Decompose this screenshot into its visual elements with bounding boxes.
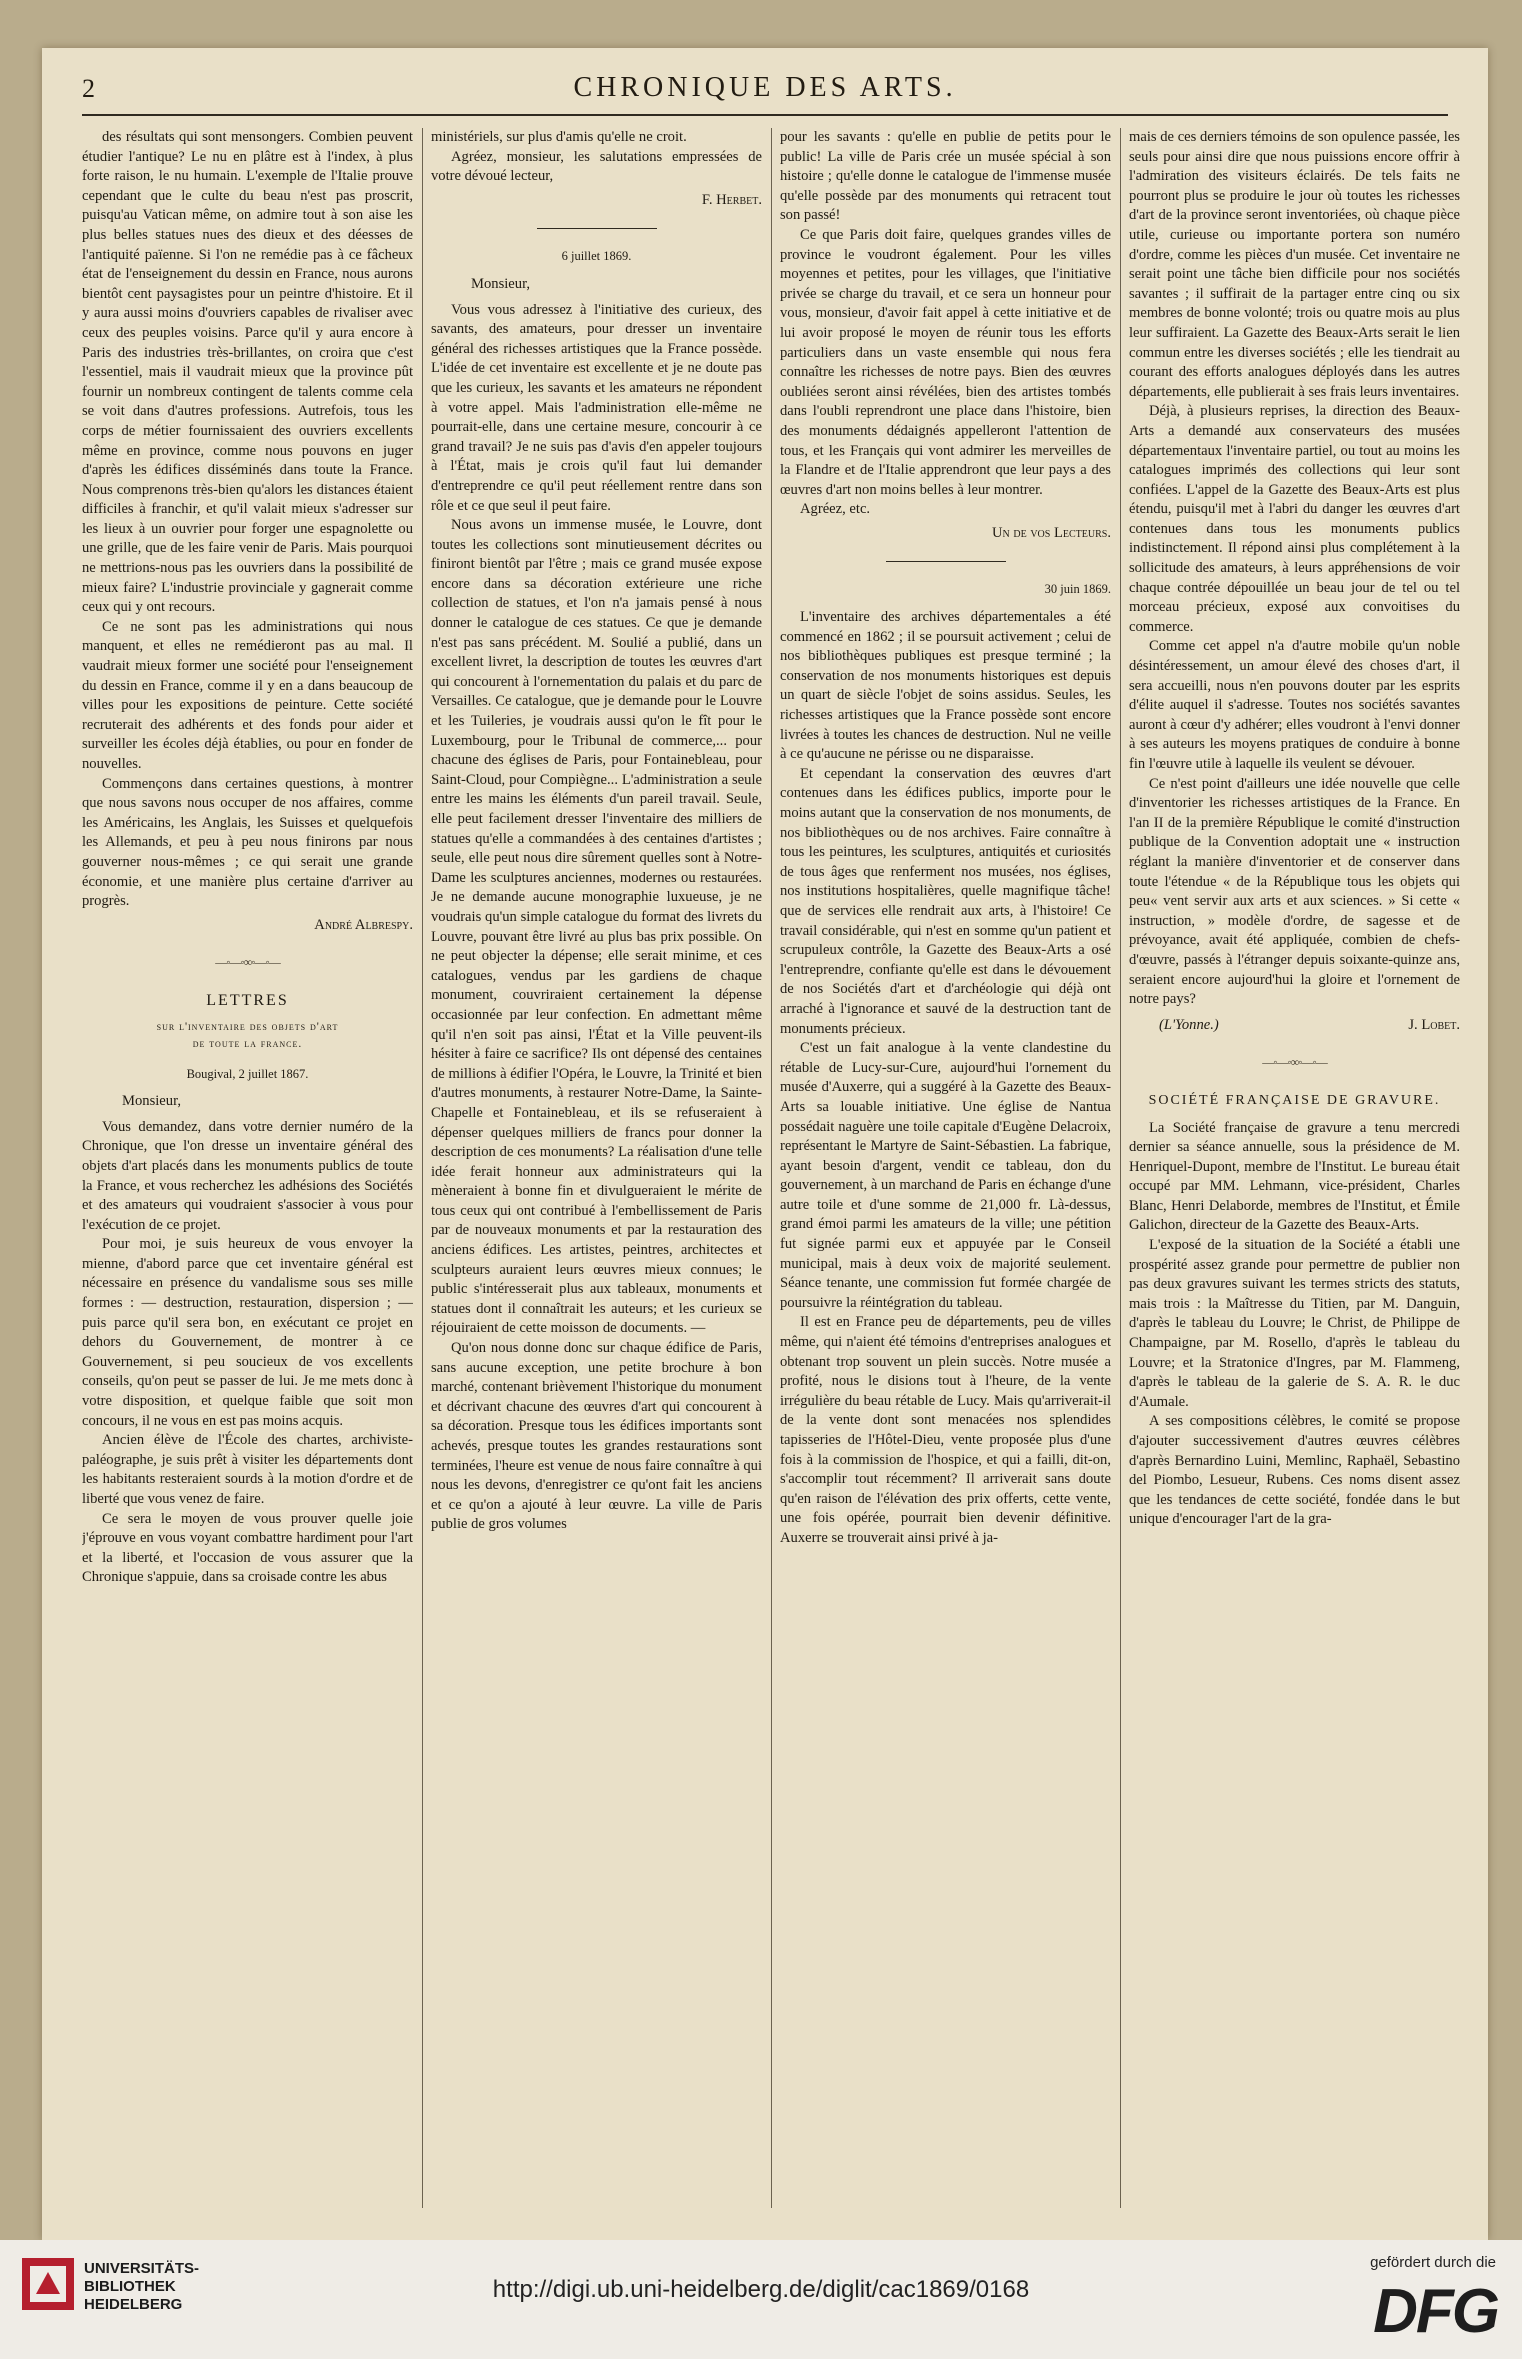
paragraph: Agréez, monsieur, les salutations empressées de votre dévoué lecteur, <box>431 148 762 185</box>
section-subtitle: de toute la france. <box>192 1037 303 1050</box>
funding-caption: gefördert durch die <box>1370 2254 1496 2271</box>
signature-albrespy: André Albrespy. <box>314 916 413 933</box>
paragraph: pour les savants : qu'elle en publie de petits pour le public! La ville de Paris crée un musée spécial à son histoire ; qu'elle donne le catalogue de l'immense musée qu'elle possède par des monuments qui retracent tout son passé! <box>780 129 1111 224</box>
page-title: CHRONIQUE DES ARTS. <box>573 72 957 103</box>
ornament-divider: —◦—◦∞◦—◦— <box>215 955 280 970</box>
paragraph: Qu'on nous donne donc sur chaque édifice de Paris, sans aucune exception, une petite brochure à bon marché, contenant brièvement l'historique du monument et décrivant chacune des œuvres d'art qui concourent à sa décoration. Presque tous les édifices importants sont achevés, presque toutes les grandes restaurations sont terminées, l'heure est venue de nous faire connaître à qui nous les devons, d'enregistrer ce qu'ont fait les anciens et ce qu'on a ajouté à leur œuvre. La ville de Paris publie de gros volumes <box>431 1340 762 1533</box>
column-rule <box>771 128 772 2208</box>
viewer-footer <box>0 2240 1522 2359</box>
permalink-url[interactable]: http://digi.ub.uni-heidelberg.de/diglit/cac1869/0168 <box>492 2276 1030 2303</box>
ornament-divider: —◦—◦∞◦—◦— <box>1262 1055 1327 1070</box>
paragraph: La Société française de gravure a tenu mercredi dernier sa séance annuelle, sous la présidence de M. Henriquel-Dupont, membre de l'Institut. Le bureau était occupé par MM. Lehmann, vice-président, Charles Blanc, Henri Delaborde, membres de l'Institut, et Émile Galichon, directeur de la Gazette des Beaux-Arts. <box>1129 1119 1460 1234</box>
paragraph: Comme cet appel n'a d'autre mobile qu'un noble désintéressement, un amour élevé des choses d'art, il sera accueilli, nous n'en pouvons douter par les esprits d'élite auquel il s'adresse. Toutes nos sociétés savantes auront à cœur d'y adhérer; elles voudront à l'envi donner à ses auteurs les moyens pratiques de conduire à bonne fin l'œuvre utile à laquelle ils veulent se dévouer. <box>1129 638 1460 772</box>
letter-date: 30 juin 1869. <box>1044 582 1111 597</box>
section-title-lettres: LETTRES <box>206 991 289 1009</box>
paragraph: Vous demandez, dans votre dernier numéro de la Chronique, que l'on dresse un inventaire général des objets d'art placés dans les monuments publics de toute la France, et vous recherchez les adhésions des Sociétés et des amateurs qui voudraient s'associer à vous pour l'exécution de ce projet. <box>82 1118 413 1233</box>
paragraph: L'exposé de la situation de la Société a établi une prospérité assez grande pour permettre de publier non pas deux gravures suivant les termes stricts des statuts, mais trois : la Maîtresse du Titien, par M. Danguin, d'après le tableau du Louvre; le Christ, de Philippe de Champaigne, par M. Rosello, d'après le tableau du Louvre; et la Stratonice d'Ingres, par M. Flammeng, d'après le tableau de la galerie de S. A. R. le duc d'Aumale. <box>1129 1237 1460 1410</box>
paragraph: Ce que Paris doit faire, quelques grandes villes de province le voudront également. Pour les villes moyennes et petites, pour les villages, que l'initiative privée se charge du travail, et ce sera un honneur pour vous, monsieur, d'avoir fait appel à cette initiative et de lui avoir proposé le moyen de réunir tous les efforts particuliers dans un vaste ensemble qui nous fera connaître les richesses de notre pays. Bien des œuvres oubliées seront ainsi révélées, bien des artistes tombés dans l'oubli reprendront une place dans l'histoire, bien des monuments dédaignés appelleront l'attention de tous, et les Français qui vont admirer les merveilles de la Flandre et de l'Italie apprendront que leur pays a des œuvres d'art non moins belles à leur montrer. <box>780 226 1111 498</box>
logo-line: HEIDELBERG <box>84 2296 183 2313</box>
paragraph: Pour moi, je suis heureux de vous envoyer la mienne, d'abord parce que cet inventaire général est nécessaire en présence du vandalisme sous ses mille formes : — destruction, restauration, dispersion ; — puis parce qu'il sera bon, en exécutant ce projet en dehors du Gouvernement, de montrer à ce Gouvernement, si peu soucieux de vos excellents conseils, qu'on peut se passer de lui. Je me mets donc à votre disposition, et quelque faible que soit mon concours, il ne vous en est pas moins acquis. <box>82 1236 413 1429</box>
paragraph: Nous avons un immense musée, le Louvre, dont toutes les collections sont minutieusement décrites ou finiront bientôt par l'être ; mais ce grand musée expose encore dans sa décoration extérieure une riche collection de statues, et l'on n'a jamais pensé à nous donner le catalogue de ces statues. Ce que je demande n'est pas sans précédent. M. Soulié a publié, dans un excellent livret, la description de toutes les œuvres d'art qui concourent à l'ornementation du palais et du parc de Versailles. Ce catalogue, que je demande pour le Louvre et les Tuileries, je voudrais aussi qu'on le fît pour le Luxembourg, pour le Tribunal de commerce,... pour chacune des églises de Paris, pour Fontainebleau, pour Saint-Cloud, pour Compiègne... L'administration a seule entre les mains les éléments d'un pareil travail. Seule, elle peut facilement dresser l'inventaire des milliers de statues qu'elle a commandées à des centaines d'artistes ; seule, elle peut nous dire sûrement quelles sont à Notre-Dame les sculptures anciennes, modernes ou restaurées. Je ne demande aucune monographie luxueuse, je ne voudrais qu'un simple catalogue du format des livrets du Louvre, pouvant être livré au plus bas prix possible. On ne peut objecter la dépense; elle serait minime, et ces catalogues, vendus par les gardiens de chaque monument, couvriraient certainement la dépense occasionnée par leur confection. En admettant même qu'il n'en soit pas ainsi, l'État et la Ville peuvent-ils hésiter à faire ce sacrifice? Ils ont dépensé des centaines de millions à édifier l'Opéra, le Louvre, la Trinité et bien d'autres monuments, à restaurer Notre-Dame, la Sainte-Chapelle et Fontainebleau, et ils se refuseraient à dépenser quelques milliers de francs pour donner la description de ces monuments? La réalisation d'une telle idée ferait honneur aux administrateurs qui la mèneraient à bonne fin et divulgueraient le mérite de tous ceux qui ont contribué à l'embellissement de Paris par de nouveaux monuments et par la restauration des anciens édifices. Les artistes, peintres, architectes et sculpteurs auraient leurs œuvres mieux connues; le public s'intéresserait plus aux tableaux, monuments et statues dont il connaîtrait les auteurs; et les curieux se réjouiraient de cette moisson de documents. — <box>431 517 762 1337</box>
paragraph: Ce sera le moyen de vous prouver quelle joie j'éprouve en vous voyant combattre hardiment pour l'art et la liberté, et l'occasion de vous assurer que la Chronique s'appuie, dans sa croisade contre les abus <box>82 1510 413 1586</box>
section-subtitle: sur l'inventaire des objets d'art <box>156 1020 339 1033</box>
salutation: Monsieur, <box>122 1093 182 1110</box>
paragraph: mais de ces derniers témoins de son opulence passée, les seuls pour ainsi dire que nous puissions encore offrir à l'admiration des visiteurs éclairés. De tels faits ne pourront plus se produire le jour où toutes les richesses d'art de la province seront inventoriées, où chaque pièce utile, curieuse ou importante portera son numéro d'ordre, comme les pièces d'un musée. Cet inventaire ne serait point une tâche bien difficile pour nos sociétés savantes ; il suffirait de la partager entre cinq ou six membres de bonne volonté; trois ou quatre mois au plus leur suffiraient. La Gazette des Beaux-Arts serait le lien commun entre les diverses sociétés ; elle les tiendrait au courant des efforts analogues déployés dans les autres départements, elle publierait à ses frais leurs inventaires. <box>1129 129 1460 400</box>
paragraph: A ses compositions célèbres, le comité se propose d'ajouter successivement d'autres œuvres célèbres d'après Bernardino Luini, Memlinc, Raphaël, Sebastino del Piombo, Lesueur, Rubens. Ces noms disent assez que les tendances de cette société, fondée dans le but unique d'encourager l'art de la gra- <box>1129 1413 1460 1528</box>
paragraph: Déjà, à plusieurs reprises, la direction des Beaux-Arts a demandé aux conservateurs des musées départementaux l'inventaire partiel, ou tout au moins les catalogues imprimés des collections qui leur sont confiées. L'appel de la Gazette des Beaux-Arts est plus étendu, puisqu'il met à l'abri du danger les œuvres d'art contenues dans tous les monuments publics indistinctement. Il répond ainsi plus complétement à la sollicitude des amateurs, à leurs appréhensions de voir chaque contrée dépouillée un beau jour de tel ou tel morceau précieux, exposé aux convoitises du commerce. <box>1129 403 1460 635</box>
signature-herbet: F. Herbet. <box>701 191 762 208</box>
paragraph: L'inventaire des archives départementales a été commencé en 1862 ; il se poursuit activement ; celui de nos bibliothèques publiques est presque terminé ; la conservation de nos monuments historiques est depuis un quart de siècle l'objet de soins assidus. Seules, les richesses artistiques que la France possède sont encore livrées à toutes les chances de destruction. Nul ne veille à ce qu'aucune ne périsse ou ne disparaisse. <box>780 609 1111 763</box>
letter-date: Bougival, 2 juillet 1867. <box>186 1066 309 1081</box>
column-2 <box>431 128 762 2208</box>
newspaper-page <box>42 48 1488 2240</box>
letter-date: 6 juillet 1869. <box>561 249 632 264</box>
column-1 <box>82 128 413 2208</box>
section-title-gravure: SOCIÉTÉ FRANÇAISE DE GRAVURE. <box>1148 1092 1441 1108</box>
signature-lobet <box>1159 1016 1460 1036</box>
signature-name: J. Lobet. <box>1408 1016 1460 1033</box>
page-number: 2 <box>82 74 95 103</box>
paragraph: C'est un fait analogue à la vente clandestine du rétable de Lucy-sur-Cure, aujourd'hui l'ornement du musée d'Auxerre, qui a suggéré à la Gazette des Beaux-Arts sa louable initiative. Une église de Nantua possédait naguère une toile capitale d'Eugène Delacroix, représentant le Martyre de Saint-Sébastien. La fabrique, ayant besoin d'argent, vendit ce tableau, don du gouvernement, à un marchand de Paris en échange d'une autre toile et d'une somme de 21,000 fr. Là-dessus, grand émoi parmi les amateurs de la ville; une pétition fut signée parmi eux et appuyée par le Conseil municipal, mais à deux voix de majorité seulement. Séance tenante, une commission fut formée chargée de poursuivre la réintégration du tableau. <box>780 1040 1111 1311</box>
column-3 <box>780 128 1111 2208</box>
column-rule <box>422 128 423 2208</box>
signature-lecteurs: Un de vos Lecteurs. <box>991 524 1111 541</box>
paragraph: Ce n'est point d'ailleurs une idée nouvelle que celle d'inventorier les richesses artistiques de la France. En l'an II de la première République le comité d'instruction publique de la Convention adoptait une « instruction réglant la manière d'inventorier et de conserver dans toute l'étendue « de la République tous les objets qui peu« vent servir aux arts et aux sciences. » Si cette « instruction, » modèle d'ordre, de sagesse et de prévoyance, avait été appliquée, combien de chefs-d'œuvre, passés à l'étranger depuis soixante-quinze ans, seraient encore aujourd'hui la gloire et l'ornement de notre pays? <box>1129 775 1460 1008</box>
paragraph: Agréez, etc. <box>800 501 871 518</box>
columns <box>82 128 1460 2220</box>
paragraph: Ce ne sont pas les administrations qui nous manquent, et elles ne remédieront pas au mal. Il vaudrait mieux former une société pour l'enseignement du dessin en France, comme il y en a dans beaucoup de villes pour les expositions de peinture. Cette société recruterait des adhérents et des fonds pour aider et surveiller les écoles déjà établies, ou pour en fonder de nouvelles. <box>82 618 413 772</box>
paragraph: Il est en France peu de départements, peu de villes même, qui n'aient été témoins d'entreprises analogues et obtenant trop souvent un plein succès. Notre musée a profité, nous le disions tout à l'heure, de la vente irrégulière du beau rétable de Lucy. Mais qu'arriverait-il de la vente dont sont menacées nos splendides tapisseries de l'Hôtel-Dieu, vente proposée plus d'une fois à la commission de l'hospice, et qui a failli, dit-on, s'accomplir tout récemment? Il arriverait sans doute qu'en raison de l'élévation des prix offerts, cette vente, une fois opérée, pourrait bien devenir définitive. Auxerre se trouverait ainsi privé à ja- <box>780 1314 1111 1546</box>
salutation: Monsieur, <box>471 275 531 292</box>
divider <box>886 561 1006 562</box>
logo-line: UNIVERSITÄTS- <box>84 2260 200 2277</box>
paragraph: ministériels, sur plus d'amis qu'elle ne croit. <box>431 129 687 145</box>
paragraph: Commençons dans certaines questions, à montrer que nous savons nous occuper de nos affaires, comme les Américains, les Anglais, les Suisses et quelquefois les Allemands, et peu à peu nous finirons par nous gouverner nous-mêmes ; ce qui serait une grande économie, et une manière plus certaine d'arriver au progrès. <box>82 775 413 910</box>
column-rule <box>1120 128 1121 2208</box>
paragraph: Ancien élève de l'École des chartes, archiviste-paléographe, je suis prêt à visiter les départements dont les habitants resteraient sourds à la motion d'ordre et de liberté que vous venez de faire. <box>82 1432 413 1507</box>
divider <box>537 228 657 229</box>
paragraph: Et cependant la conservation des œuvres d'art contenues dans les édifices publics, importe pour le moins autant que la conservation de nos monuments, de nos bibliothèques ou de nos archives. Faire connaître à tous les peintures, les sculptures, antiquités et curiosités de tous âges que renferment nos musées, nos églises, nos institutions hospitalières, quelle magnifique tâche! que de services elle rendrait aux arts, à l'histoire! Ce travail considérable, qui n'est en somme qu'un patient et scrupuleux contrôle, la Gazette des Beaux-Arts a osé l'entreprendre, confiante qu'elle est dans le dévouement de nos Sociétés d'art et d'archéologie qui déjà ont arraché à l'ignorance et sauvé de la destruction tant de monuments précieux. <box>780 765 1111 1037</box>
paragraph: Vous vous adressez à l'initiative des curieux, des savants, des amateurs, pour dresser un inventaire général des richesses artistiques que la France possède. L'idée de cet inventaire est excellente et je ne doute pas que les curieux, les savants et les amateurs ne répondent à votre appel. Mais l'administration elle-même ne pourrait-elle, dans une certaine mesure, concourir à ce grand travail? Je ne suis pas d'avis d'en appeler toujours à l'État, mais je crois qu'il faut lui demander d'entreprendre ce qu'il peut réellement rentre dans son rôle et ce que seul il peut faire. <box>431 301 762 514</box>
dfg-logo: DFG <box>1373 2277 1498 2346</box>
paragraph: des résultats qui sont mensongers. Combien peuvent étudier l'antique? Le nu en plâtre est à l'index, à plus forte raison, le nu humain. L'exemple de l'Italie prouve cependant que le culte du beau n'est pas proscrit, puisqu'au Vatican même, on admire tout à son aise les plus belles statues nues des dieux et des déesses de l'antiquité païenne. Si l'on ne remédie pas à ce fâcheux état de l'enseignement du dessin en France, nous aurons bientôt cent paysagistes pour un peintre d'histoire. Et il y aura aussi moins d'ouvriers capables de rivaliser avec ceux des peuples voisins. Parce qu'il y aura encore à Paris des industries très-brillantes, on croira que c'est l'essentiel, mais il vaudrait mieux que la province pût fournir un nombreux contingent de talents comme cela se voit dans d'autres professions. Autrefois, tous les corps de métier fournissaient des ouvriers excellents même en province, comme nous pouvons en juger d'après les édifices disséminés dans toute la France. Nous comprenons très-bien qu'alors les distances étaient difficiles à franchir, et qu'il valait mieux s'adresser sur les lieux à un ouvrier pour forger une espagnolette ou une grille, que de les faire venir de Paris. Mais pourquoi ne mettrions-nous pas les ouvriers dans la possibilité de mieux faire? L'industrie provinciale y gagnerait comme ceux qui y ont recours. <box>82 129 413 616</box>
logo-line: BIBLIOTHEK <box>84 2278 176 2295</box>
column-4 <box>1129 128 1460 2208</box>
signature-source: (L'Yonne.) <box>1159 1016 1219 1033</box>
page-header <box>82 62 1448 116</box>
